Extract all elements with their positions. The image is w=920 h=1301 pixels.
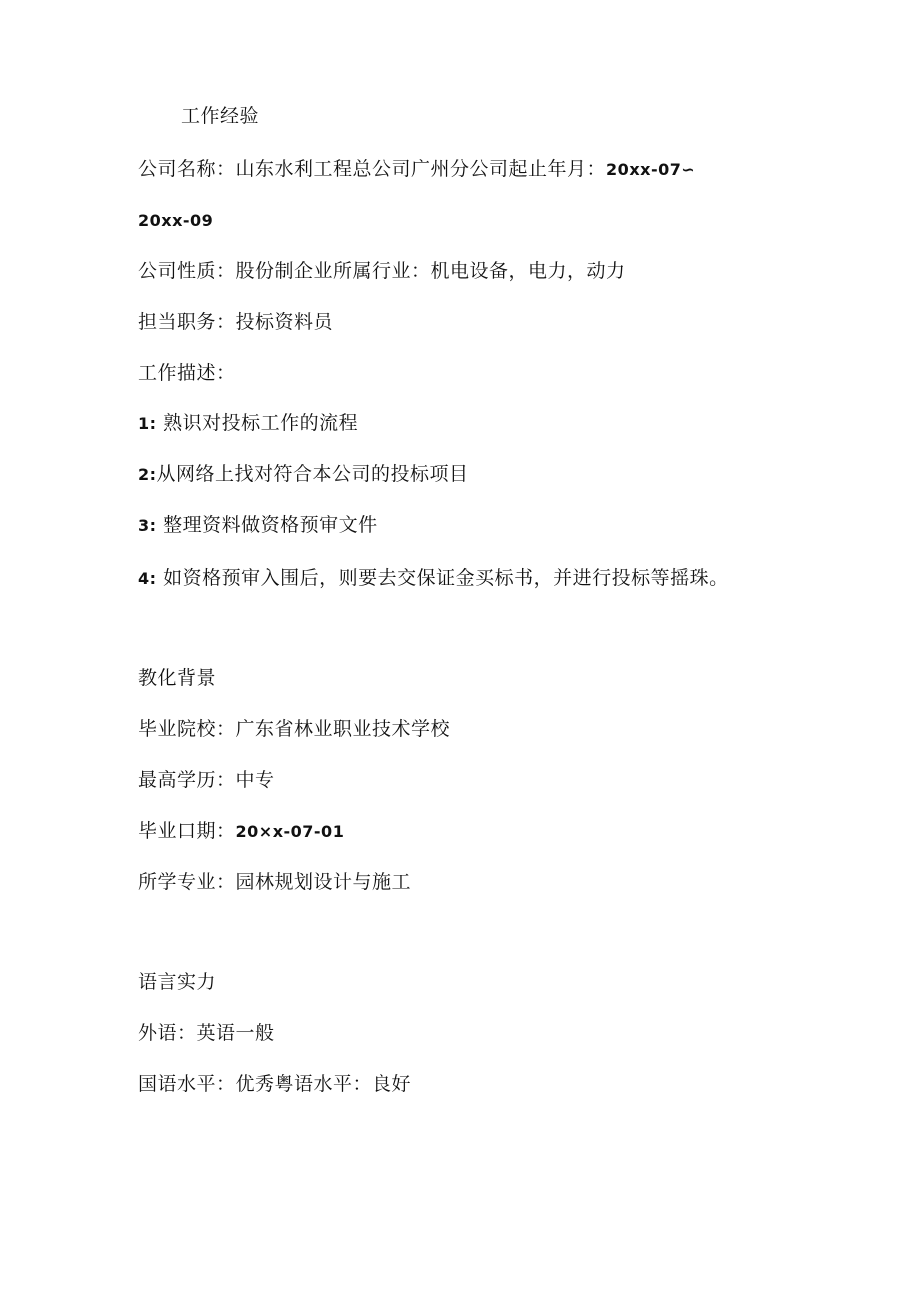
cantonese-value: 良好	[372, 1073, 412, 1095]
foreign-language-line	[138, 1021, 275, 1045]
education-heading-text: 教化背景	[138, 667, 217, 689]
task-number: 3:	[138, 516, 157, 535]
work-experience-heading-text: 工作经验	[181, 105, 260, 127]
task-text: 熟识对投标工作的流程	[163, 412, 359, 434]
nature-value: 股份制企业	[235, 260, 334, 282]
position-line	[138, 310, 333, 334]
graduation-value: 20×x-07-01	[235, 822, 345, 841]
mandarin-value: 优秀	[235, 1073, 275, 1095]
task-number: 1:	[138, 414, 157, 433]
industry-label: 所属行业：	[333, 260, 431, 282]
task-number: 2:	[138, 465, 157, 484]
school-label: 毕业院校：	[138, 718, 236, 740]
degree-line	[138, 768, 275, 792]
task-number: 4:	[138, 569, 157, 588]
mandarin-label: 国语水平：	[138, 1073, 236, 1095]
major-label: 所学专业：	[138, 871, 236, 893]
description-label: 工作描述：	[138, 362, 236, 384]
cantonese-label: 粤语水平：	[274, 1073, 373, 1095]
period-end: 20xx-09	[138, 211, 214, 230]
school-value: 广东省林业职业技术学校	[235, 718, 451, 740]
task-item	[138, 411, 358, 436]
position-label: 担当职务：	[138, 311, 236, 333]
language-heading	[138, 970, 216, 994]
education-heading	[138, 666, 216, 690]
description-label-line	[138, 361, 236, 385]
task-text: 整理资料做资格预审文件	[163, 514, 378, 536]
degree-value: 中专	[235, 769, 275, 791]
task-item	[138, 462, 469, 487]
task-item	[138, 513, 378, 538]
period-label: 起止年月：	[508, 158, 607, 180]
company-line	[138, 157, 695, 182]
graduation-line	[138, 819, 344, 844]
task-text: 如资格预审入围后，则要去交保证金买标书，并进行投标等摇珠。	[163, 567, 729, 589]
foreign-language-value: 英语一般	[196, 1022, 275, 1044]
position-value: 投标资料员	[235, 311, 334, 333]
dialect-line	[138, 1072, 411, 1096]
graduation-label: 毕业口期：	[138, 820, 236, 842]
task-item	[138, 566, 729, 591]
school-line	[138, 717, 450, 741]
period-end-line	[138, 208, 213, 233]
nature-label: 公司性质：	[138, 260, 236, 282]
language-heading-text: 语言实力	[138, 971, 217, 993]
major-line	[138, 870, 411, 894]
period-start: 20xx-07∽	[606, 160, 696, 179]
nature-line	[138, 259, 626, 283]
company-value: 山东水利工程总公司广州分公司	[235, 158, 509, 180]
task-text: 从网络上找对符合本公司的投标项目	[156, 463, 469, 485]
foreign-language-label: 外语：	[138, 1022, 197, 1044]
industry-value: 机电设备，电力，动力	[430, 260, 626, 282]
work-experience-heading	[181, 104, 259, 128]
major-value: 园林规划设计与施工	[235, 871, 412, 893]
degree-label: 最高学历：	[138, 769, 236, 791]
company-label: 公司名称：	[138, 158, 236, 180]
